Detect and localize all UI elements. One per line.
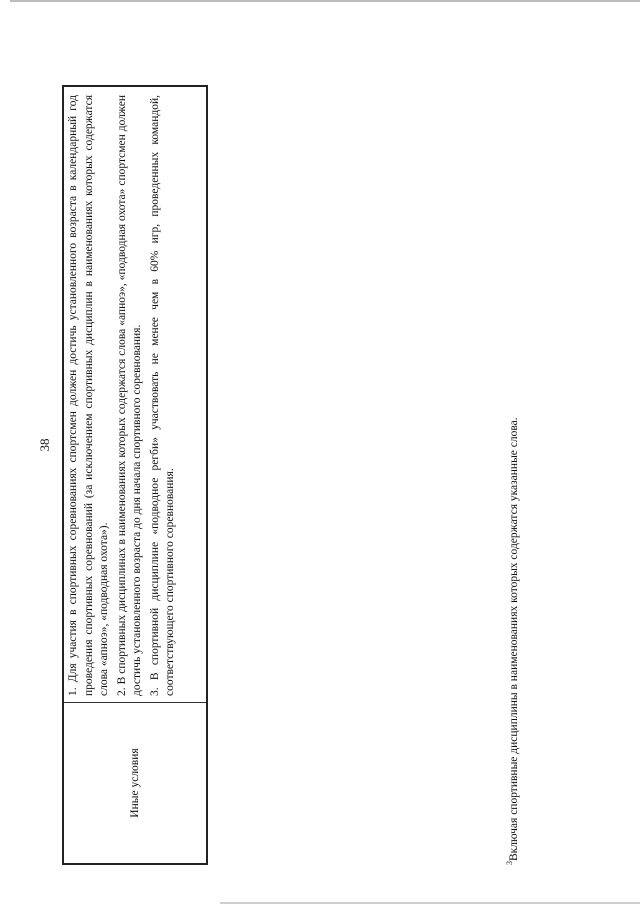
footnote-text: Включая спортивные дисциплины в наименованиях которых содержатся указанные слова. (507, 417, 520, 861)
table-label: Иные условия (129, 748, 141, 818)
conditions-table (62, 85, 208, 865)
table-conditions-cell (64, 87, 206, 702)
condition-item: 2. В спортивных дисциплинах в наименованиях которых содержатся слова «апноэ», «подводная охота» спортсмен должен достичь установленного возраста до дня начала спортивного соревнования. (115, 95, 143, 696)
condition-item: 3. В спортивной дисциплине «подводное регби» участвовать не менее чем в 60% игр, проведенных командой, соответствующего спортивного соревнования. (148, 95, 176, 696)
page-number: 38 (37, 438, 52, 452)
table-label-cell (64, 702, 206, 863)
footnote-marker: 3 (505, 861, 514, 865)
footnote (503, 305, 521, 865)
condition-item: 1. Для участия в спортивных соревнованиях спортсмен должен достичь установленного возраста в календарный год проведения спортивных соревнований (за исключением спортивных дисциплин в наименованиях которых содержатся слова «апноэ», «подводная охота»). (67, 95, 110, 696)
